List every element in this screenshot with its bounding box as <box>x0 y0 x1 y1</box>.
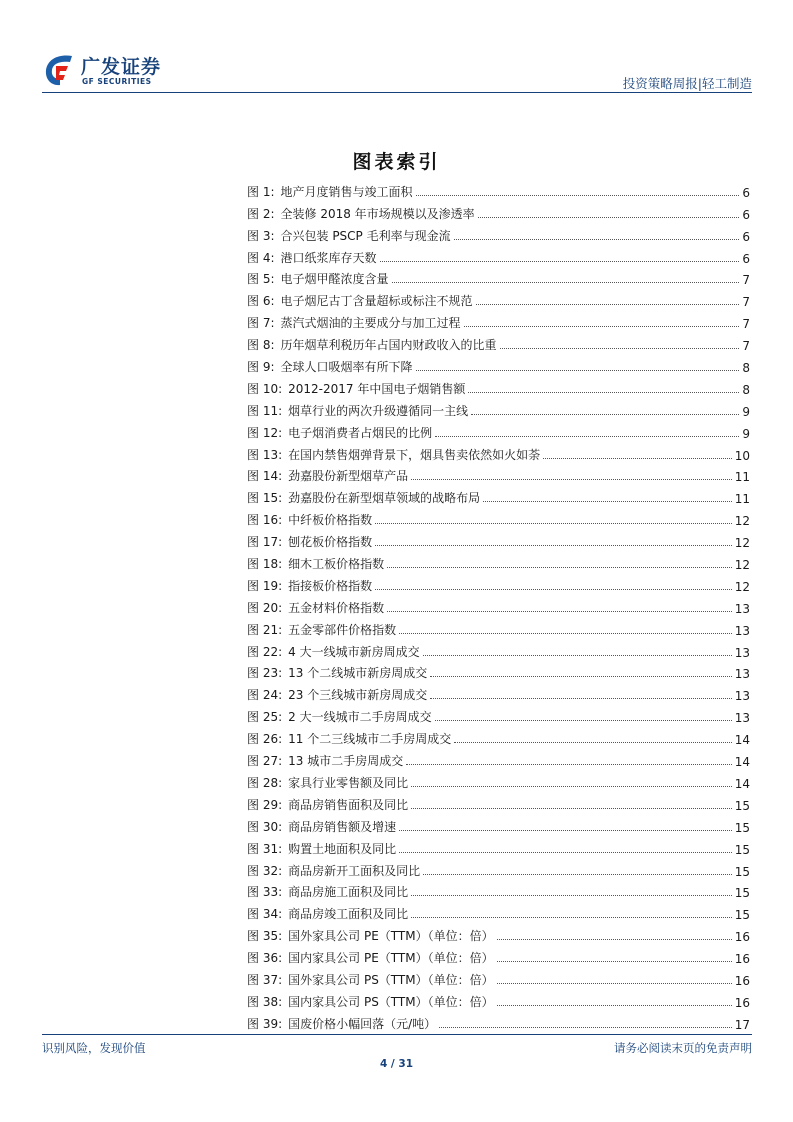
toc-page-number: 10 <box>734 448 750 463</box>
toc-row[interactable] <box>247 441 750 463</box>
toc-dot-leader <box>375 523 732 524</box>
toc-figure-title: 商品房销售额及增速 <box>288 819 397 834</box>
toc-dot-leader <box>435 720 732 721</box>
toc-page-number: 8 <box>742 361 750 376</box>
toc-row[interactable] <box>247 572 750 594</box>
toc-row[interactable] <box>247 703 750 725</box>
toc-row[interactable] <box>247 616 750 638</box>
toc-dot-leader <box>478 217 740 218</box>
toc-dot-leader <box>399 830 732 831</box>
toc-page-number: 15 <box>734 798 750 813</box>
toc-row[interactable] <box>247 988 750 1010</box>
toc-row[interactable] <box>247 222 750 244</box>
toc-figure-number: 图 27: <box>247 754 283 769</box>
toc-page-number: 12 <box>734 579 750 594</box>
logo-english-name: GF SECURITIES <box>82 77 152 86</box>
toc-page-number: 9 <box>742 426 750 441</box>
logo-chinese-name: 广发证券 <box>81 56 162 78</box>
toc-figure-number: 图 13: <box>247 447 283 462</box>
toc-figure-number: 图 33: <box>247 885 283 900</box>
toc-page-number: 14 <box>734 733 750 748</box>
toc-dot-leader <box>399 852 732 853</box>
toc-row[interactable] <box>247 287 750 309</box>
toc-dot-leader <box>406 764 731 765</box>
toc-figure-number: 图 11: <box>247 403 283 418</box>
toc-page-number: 13 <box>734 645 750 660</box>
toc-row[interactable] <box>247 681 750 703</box>
footer-disclaimer: 请务必阅读末页的免责声明 <box>614 1041 752 1055</box>
toc-figure-number: 图 31: <box>247 841 283 856</box>
toc-row[interactable] <box>247 747 750 769</box>
toc-page-number: 15 <box>734 820 750 835</box>
toc-figure-number: 图 30: <box>247 819 283 834</box>
toc-dot-leader <box>399 633 732 634</box>
toc-row[interactable] <box>247 484 750 506</box>
toc-figure-title: 13 城市二手房周成交 <box>288 754 404 769</box>
toc-figure-title: 2 大一线城市二手房周成交 <box>288 710 432 725</box>
toc-row[interactable] <box>247 178 750 200</box>
toc-row[interactable] <box>247 463 750 485</box>
toc-row[interactable] <box>247 331 750 353</box>
toc-dot-leader <box>439 1027 732 1028</box>
toc-row[interactable] <box>247 309 750 331</box>
toc-row[interactable] <box>247 879 750 901</box>
toc-dot-leader <box>464 326 740 327</box>
toc-row[interactable] <box>247 944 750 966</box>
toc-dot-leader <box>454 742 731 743</box>
toc-figure-number: 图 6: <box>247 294 275 309</box>
toc-dot-leader <box>454 239 740 240</box>
page-number: 4 / 31 <box>379 1058 414 1070</box>
toc-dot-leader <box>497 961 732 962</box>
toc-page-number: 6 <box>742 185 750 200</box>
toc-dot-leader <box>497 939 732 940</box>
toc-figure-title: 刨花板价格指数 <box>288 535 373 550</box>
gf-logo-icon <box>42 52 76 88</box>
toc-dot-leader <box>411 808 732 809</box>
toc-dot-leader <box>430 698 731 699</box>
toc-dot-leader <box>500 348 740 349</box>
toc-page-number: 13 <box>734 667 750 682</box>
toc-dot-leader <box>497 983 732 984</box>
toc-row[interactable] <box>247 835 750 857</box>
toc-page-number: 13 <box>734 711 750 726</box>
toc-page-number: 6 <box>742 229 750 244</box>
toc-row[interactable] <box>247 966 750 988</box>
toc-row[interactable] <box>247 1010 750 1032</box>
toc-figure-title: 国内家具公司 PS（TTM）（单位：倍） <box>288 994 494 1009</box>
toc-figure-title: 购置土地面积及同比 <box>288 841 397 856</box>
toc-figure-title: 13 个二线城市新房周成交 <box>288 666 428 681</box>
toc-dot-leader <box>476 304 740 305</box>
toc-figure-title: 细木工板价格指数 <box>288 557 385 572</box>
toc-page-number: 7 <box>742 317 750 332</box>
toc-figure-title: 劲嘉股份新型烟草产品 <box>288 469 409 484</box>
toc-figure-title: 电子烟尼古丁含量超标或标注不规范 <box>280 294 473 309</box>
toc-page-number: 17 <box>734 1017 750 1032</box>
toc-figure-title: 商品房新开工面积及同比 <box>288 863 421 878</box>
toc-dot-leader <box>423 874 732 875</box>
toc-page-number: 15 <box>734 842 750 857</box>
toc-figure-number: 图 9: <box>247 360 275 375</box>
toc-row[interactable] <box>247 550 750 572</box>
toc-dot-leader <box>483 501 732 502</box>
toc-figure-title: 地产月度销售与竣工面积 <box>280 184 413 199</box>
toc-figure-number: 图 16: <box>247 513 283 528</box>
toc-dot-leader <box>423 655 732 656</box>
toc-figure-number: 图 17: <box>247 535 283 550</box>
toc-row[interactable] <box>247 528 750 550</box>
toc-page-number: 14 <box>734 755 750 770</box>
toc-page-number: 16 <box>734 973 750 988</box>
toc-figure-number: 图 5: <box>247 272 275 287</box>
toc-figure-title: 23 个三线城市新房周成交 <box>288 688 428 703</box>
toc-page-number: 9 <box>742 404 750 419</box>
toc-page-number: 7 <box>742 273 750 288</box>
toc-figure-number: 图 26: <box>247 732 283 747</box>
toc-figure-number: 图 14: <box>247 469 283 484</box>
toc-figure-title: 国外家具公司 PS（TTM）（单位：倍） <box>288 972 494 987</box>
toc-dot-leader <box>416 195 740 196</box>
toc-row[interactable] <box>247 375 750 397</box>
toc-dot-leader <box>411 917 732 918</box>
toc-row[interactable] <box>247 922 750 944</box>
toc-row[interactable] <box>247 419 750 441</box>
toc-figure-title: 国内家具公司 PE（TTM）（单位：倍） <box>288 951 494 966</box>
toc-figure-number: 图 10: <box>247 381 283 396</box>
toc-page-number: 16 <box>734 952 750 967</box>
toc-figure-title: 烟草行业的两次升级遵循同一主线 <box>288 403 469 418</box>
toc-page-number: 15 <box>734 908 750 923</box>
toc-figure-number: 图 18: <box>247 557 283 572</box>
toc-figure-title: 商品房施工面积及同比 <box>288 885 409 900</box>
toc-row[interactable] <box>247 397 750 419</box>
toc-figure-title: 商品房销售面积及同比 <box>288 797 409 812</box>
header-divider <box>42 92 752 93</box>
toc-page-number: 11 <box>734 470 750 485</box>
toc-page-number: 15 <box>734 886 750 901</box>
report-tag: 投资策略周报|轻工制造 <box>622 76 752 91</box>
toc-figure-title: 五金材料价格指数 <box>288 600 385 615</box>
toc-figure-number: 图 22: <box>247 644 283 659</box>
toc-dot-leader <box>375 589 732 590</box>
toc-row[interactable] <box>247 506 750 528</box>
toc-row[interactable] <box>247 638 750 660</box>
toc-page-number: 12 <box>734 558 750 573</box>
toc-figure-title: 商品房竣工面积及同比 <box>288 907 409 922</box>
toc-figure-number: 图 20: <box>247 600 283 615</box>
toc-figure-title: 五金零部件价格指数 <box>288 622 397 637</box>
toc-figure-number: 图 36: <box>247 951 283 966</box>
toc-row[interactable] <box>247 857 750 879</box>
toc-page-number: 12 <box>734 536 750 551</box>
toc-figure-title: 电子烟消费者占烟民的比例 <box>288 425 433 440</box>
toc-figure-title: 蒸汽式烟油的主要成分与加工过程 <box>280 316 461 331</box>
toc-row[interactable] <box>247 353 750 375</box>
toc-page-number: 16 <box>734 995 750 1010</box>
page-title: 图表索引 <box>352 151 441 173</box>
company-logo <box>42 50 182 92</box>
toc-dot-leader <box>471 414 739 415</box>
toc-figure-title: 电子烟甲醛浓度含量 <box>280 272 389 287</box>
toc-dot-leader <box>387 567 732 568</box>
figure-index-list <box>247 178 750 1032</box>
toc-dot-leader <box>468 392 739 393</box>
toc-figure-number: 图 38: <box>247 994 283 1009</box>
toc-figure-title: 在国内禁售烟弹背景下，烟具售卖依然如火如荼 <box>288 447 541 462</box>
toc-row[interactable] <box>247 200 750 222</box>
toc-dot-leader <box>387 611 732 612</box>
toc-figure-number: 图 32: <box>247 863 283 878</box>
toc-figure-number: 图 37: <box>247 972 283 987</box>
toc-dot-leader <box>543 458 732 459</box>
toc-row[interactable] <box>247 266 750 288</box>
toc-page-number: 13 <box>734 689 750 704</box>
toc-figure-title: 国废价格小幅回落（元/吨） <box>288 1016 437 1031</box>
toc-figure-number: 图 8: <box>247 338 275 353</box>
toc-figure-number: 图 23: <box>247 666 283 681</box>
footer-divider <box>42 1034 752 1035</box>
toc-page-number: 16 <box>734 930 750 945</box>
toc-dot-leader <box>497 1005 732 1006</box>
toc-dot-leader <box>411 895 732 896</box>
toc-dot-leader <box>416 370 740 371</box>
toc-dot-leader <box>375 545 732 546</box>
toc-figure-number: 图 34: <box>247 907 283 922</box>
toc-dot-leader <box>430 676 731 677</box>
toc-row[interactable] <box>247 813 750 835</box>
toc-figure-title: 劲嘉股份在新型烟草领域的战略布局 <box>288 491 481 506</box>
toc-figure-title: 国外家具公司 PE（TTM）（单位：倍） <box>288 929 494 944</box>
toc-page-number: 6 <box>742 207 750 222</box>
toc-page-number: 13 <box>734 623 750 638</box>
toc-figure-title: 港口纸浆库存天数 <box>280 250 377 265</box>
toc-dot-leader <box>411 479 732 480</box>
toc-row[interactable] <box>247 660 750 682</box>
toc-figure-title: 4 大一线城市新房周成交 <box>288 644 420 659</box>
toc-figure-number: 图 21: <box>247 622 283 637</box>
toc-row[interactable] <box>247 769 750 791</box>
toc-dot-leader <box>380 261 740 262</box>
toc-figure-title: 家具行业零售额及同比 <box>288 775 409 790</box>
toc-page-number: 14 <box>734 776 750 791</box>
toc-figure-number: 图 15: <box>247 491 283 506</box>
page-header <box>42 50 752 94</box>
toc-page-number: 11 <box>734 492 750 507</box>
toc-row[interactable] <box>247 594 750 616</box>
toc-figure-number: 图 4: <box>247 250 275 265</box>
toc-figure-number: 图 24: <box>247 688 283 703</box>
toc-figure-number: 图 35: <box>247 929 283 944</box>
toc-figure-number: 图 12: <box>247 425 283 440</box>
toc-row[interactable] <box>247 791 750 813</box>
toc-page-number: 7 <box>742 295 750 310</box>
toc-row[interactable] <box>247 244 750 266</box>
toc-page-number: 13 <box>734 601 750 616</box>
toc-figure-title: 11 个二三线城市二手房周成交 <box>288 732 452 747</box>
footer-slogan: 识别风险，发现价值 <box>42 1041 146 1055</box>
toc-row[interactable] <box>247 725 750 747</box>
toc-page-number: 12 <box>734 514 750 529</box>
toc-figure-title: 全球人口吸烟率有所下降 <box>280 360 413 375</box>
toc-figure-number: 图 29: <box>247 797 283 812</box>
toc-figure-title: 全装修 2018 年市场规模以及渗透率 <box>280 206 475 221</box>
toc-row[interactable] <box>247 900 750 922</box>
toc-dot-leader <box>411 786 732 787</box>
toc-figure-title: 合兴包装 PSCP 毛利率与现金流 <box>280 228 451 243</box>
toc-figure-number: 图 1: <box>247 184 275 199</box>
toc-figure-title: 中纤板价格指数 <box>288 513 373 528</box>
toc-page-number: 15 <box>734 864 750 879</box>
toc-page-number: 7 <box>742 339 750 354</box>
toc-dot-leader <box>392 282 740 283</box>
toc-figure-title: 2012-2017 年中国电子烟销售额 <box>288 381 466 396</box>
toc-page-number: 6 <box>742 251 750 266</box>
toc-figure-number: 图 7: <box>247 316 275 331</box>
toc-figure-number: 图 25: <box>247 710 283 725</box>
toc-figure-number: 图 39: <box>247 1016 283 1031</box>
toc-figure-number: 图 19: <box>247 578 283 593</box>
toc-figure-number: 图 28: <box>247 775 283 790</box>
toc-dot-leader <box>435 436 739 437</box>
toc-figure-number: 图 2: <box>247 206 275 221</box>
toc-figure-title: 历年烟草利税历年占国内财政收入的比重 <box>280 338 497 353</box>
toc-figure-title: 指接板价格指数 <box>288 578 373 593</box>
toc-page-number: 8 <box>742 382 750 397</box>
toc-figure-number: 图 3: <box>247 228 275 243</box>
